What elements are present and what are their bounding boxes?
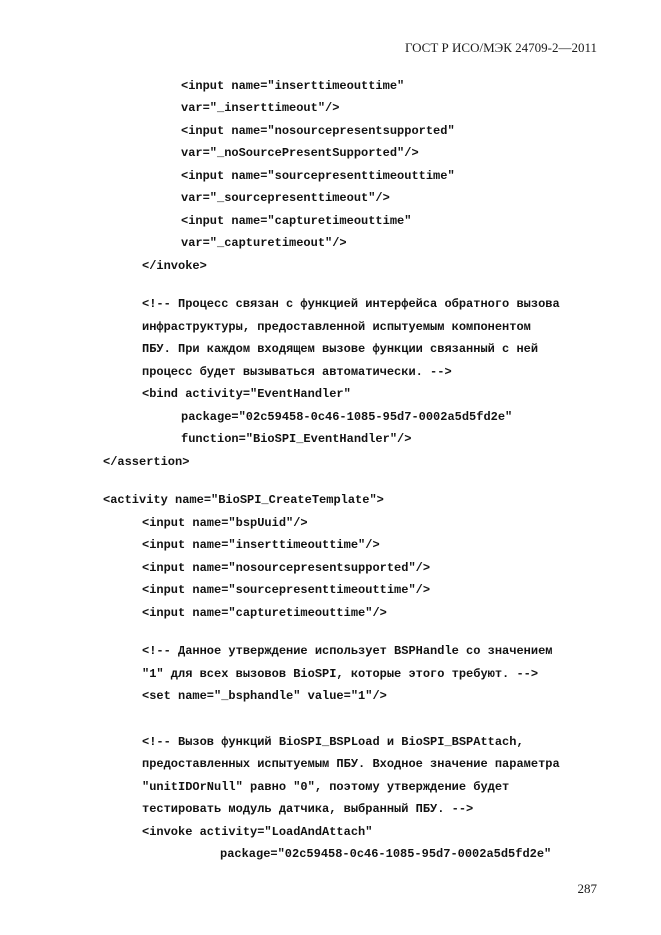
code-comment-line: предоставленных испытуемым ПБУ. Входное значение параметра: [142, 757, 560, 771]
code-comment-line: "unitIDOrNull" равно "0", поэтому утверждение будет: [142, 780, 510, 794]
code-comment-line: ПБУ. При каждом входящем вызове функции связанный с ней: [142, 342, 539, 356]
code-comment-line: <!-- Процесс связан с функцией интерфейса обратного вызова: [142, 297, 560, 311]
code-line: <set name="_bsphandle" value="1"/>: [142, 689, 387, 703]
code-line: var="_inserttimeout"/>: [181, 101, 340, 115]
code-line: package="02c59458-0c46-1085-95d7-0002a5d5fd2e": [181, 410, 513, 424]
code-comment-line: <!-- Данное утверждение использует BSPHandle со значением: [142, 644, 553, 658]
code-line: var="_capturetimeout"/>: [181, 236, 347, 250]
code-line: var="_noSourcePresentSupported"/>: [181, 146, 419, 160]
code-comment-line: "1" для всех вызовов BioSPI, которые этого требуют. -->: [142, 667, 539, 681]
code-line: </invoke>: [142, 259, 207, 273]
code-line: <input name="capturetimeouttime": [181, 214, 412, 228]
code-line: <bind activity="EventHandler": [142, 387, 351, 401]
code-line: <input name="inserttimeouttime"/>: [142, 538, 380, 552]
code-line: <input name="sourcepresenttimeouttime"/>: [142, 583, 431, 597]
code-line: function="BioSPI_EventHandler"/>: [181, 432, 412, 446]
code-line: var="_sourcepresenttimeout"/>: [181, 191, 390, 205]
document-header: ГОСТ Р ИСО/МЭК 24709-2—2011: [404, 40, 597, 55]
code-line: <input name="nosourcepresentsupported": [181, 124, 455, 138]
code-line: package="02c59458-0c46-1085-95d7-0002a5d5fd2e": [220, 847, 552, 861]
code-line: </assertion>: [103, 455, 190, 469]
code-line: <input name="sourcepresenttimeouttime": [181, 169, 455, 183]
page-number: 287: [577, 881, 597, 896]
code-comment-line: процесс будет вызываться автоматически. -->: [142, 365, 452, 379]
code-comment-line: инфраструктуры, предоставленной испытуемым компонентом: [142, 320, 531, 334]
code-comment-line: тестировать модуль датчика, выбранный ПБУ. -->: [142, 802, 474, 816]
code-comment-line: <!-- Вызов функций BioSPI_BSPLoad и BioSPI_BSPAttach,: [142, 735, 524, 749]
code-line: <input name="bspUuid"/>: [142, 516, 308, 530]
code-line: <input name="inserttimeouttime": [181, 79, 405, 93]
code-line: <input name="capturetimeouttime"/>: [142, 606, 387, 620]
code-line: <input name="nosourcepresentsupported"/>: [142, 561, 431, 575]
code-line: <activity name="BioSPI_CreateTemplate">: [103, 493, 384, 507]
code-line: <invoke activity="LoadAndAttach": [142, 825, 373, 839]
